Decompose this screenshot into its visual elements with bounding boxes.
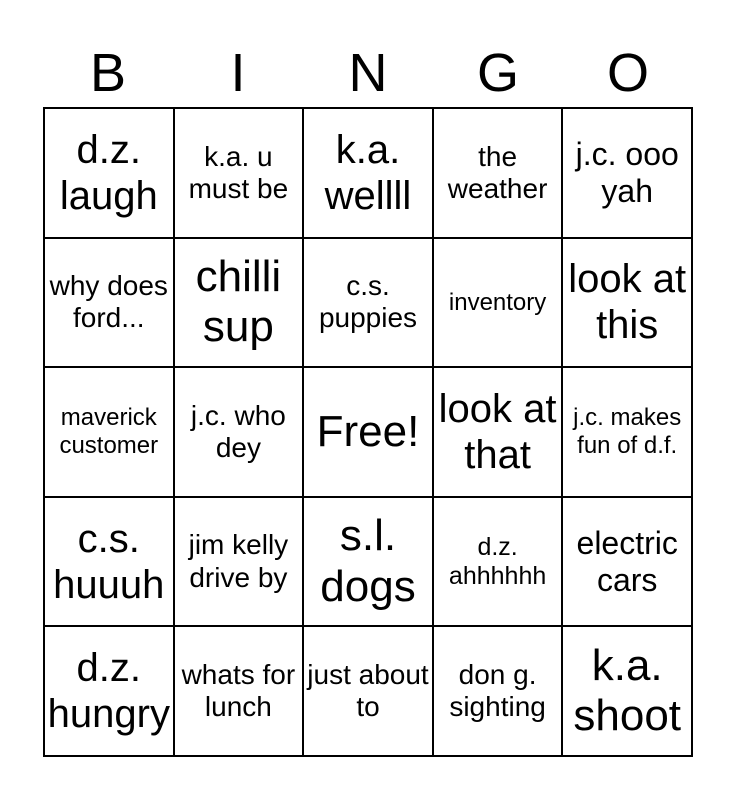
cell-text: d.z. hungry [47,646,170,737]
bingo-cell[interactable] [303,626,433,756]
bingo-cell[interactable] [433,626,563,756]
free-space[interactable] [303,367,433,497]
cell-text: whats for lunch [181,659,296,723]
bingo-cell[interactable] [44,108,174,238]
cell-text: d.z. ahhhhhh [448,532,547,590]
cell-text: chilli sup [195,251,282,352]
cell-text: j.c. ooo yah [575,136,679,209]
bingo-cell[interactable] [433,108,563,238]
free-space-text: Free! [316,406,420,456]
cell-text: k.a. u must be [188,140,289,204]
header-letter-b: B [89,43,127,103]
cell-text: look at that [438,386,557,477]
bingo-cell[interactable] [44,626,174,756]
bingo-cell[interactable] [562,238,692,368]
cell-text: j.c. who dey [190,399,286,463]
bingo-cell[interactable] [174,238,304,368]
bingo-cell[interactable] [433,497,563,627]
bingo-cell[interactable] [562,367,692,497]
cell-text: don g. sighting [449,659,546,723]
header-letter-g: G [476,43,519,103]
cell-text: why does ford... [49,270,168,334]
bingo-cell[interactable] [433,367,563,497]
cell-text: inventory [448,288,547,316]
cell-text: the weather [447,140,548,204]
bingo-cell[interactable] [174,626,304,756]
cell-text: just about to [307,659,429,723]
header-letter-n: N [348,43,388,103]
bingo-cell[interactable] [174,367,304,497]
cell-text: s.l. dogs [320,511,416,611]
header-letter-o: O [606,43,649,103]
bingo-cell[interactable] [303,238,433,368]
cell-text: k.a. wellll [324,127,412,218]
cell-text: c.s. huuuh [53,516,165,607]
bingo-cell[interactable] [44,367,174,497]
bingo-cell[interactable] [44,497,174,627]
bingo-board [43,107,693,757]
cell-text: electric cars [576,524,678,598]
header-letter-i: I [230,43,246,103]
bingo-cell[interactable] [44,238,174,368]
bingo-cell[interactable] [562,108,692,238]
bingo-cell[interactable] [303,108,433,238]
cell-text: d.z. laugh [59,127,158,218]
cell-text: c.s. puppies [318,270,418,334]
cell-text: jim kelly drive by [188,529,289,593]
bingo-header [43,40,693,106]
bingo-cell[interactable] [174,497,304,627]
bingo-cell[interactable] [174,108,304,238]
cell-text: maverick customer [59,404,159,459]
bingo-cell[interactable] [303,497,433,627]
bingo-cell[interactable] [562,626,692,756]
cell-text: look at this [568,257,687,348]
cell-text: j.c. makes fun of d.f. [573,404,682,459]
cell-text: k.a. shoot [573,640,682,741]
bingo-cell[interactable] [562,497,692,627]
bingo-cell[interactable] [433,238,563,368]
